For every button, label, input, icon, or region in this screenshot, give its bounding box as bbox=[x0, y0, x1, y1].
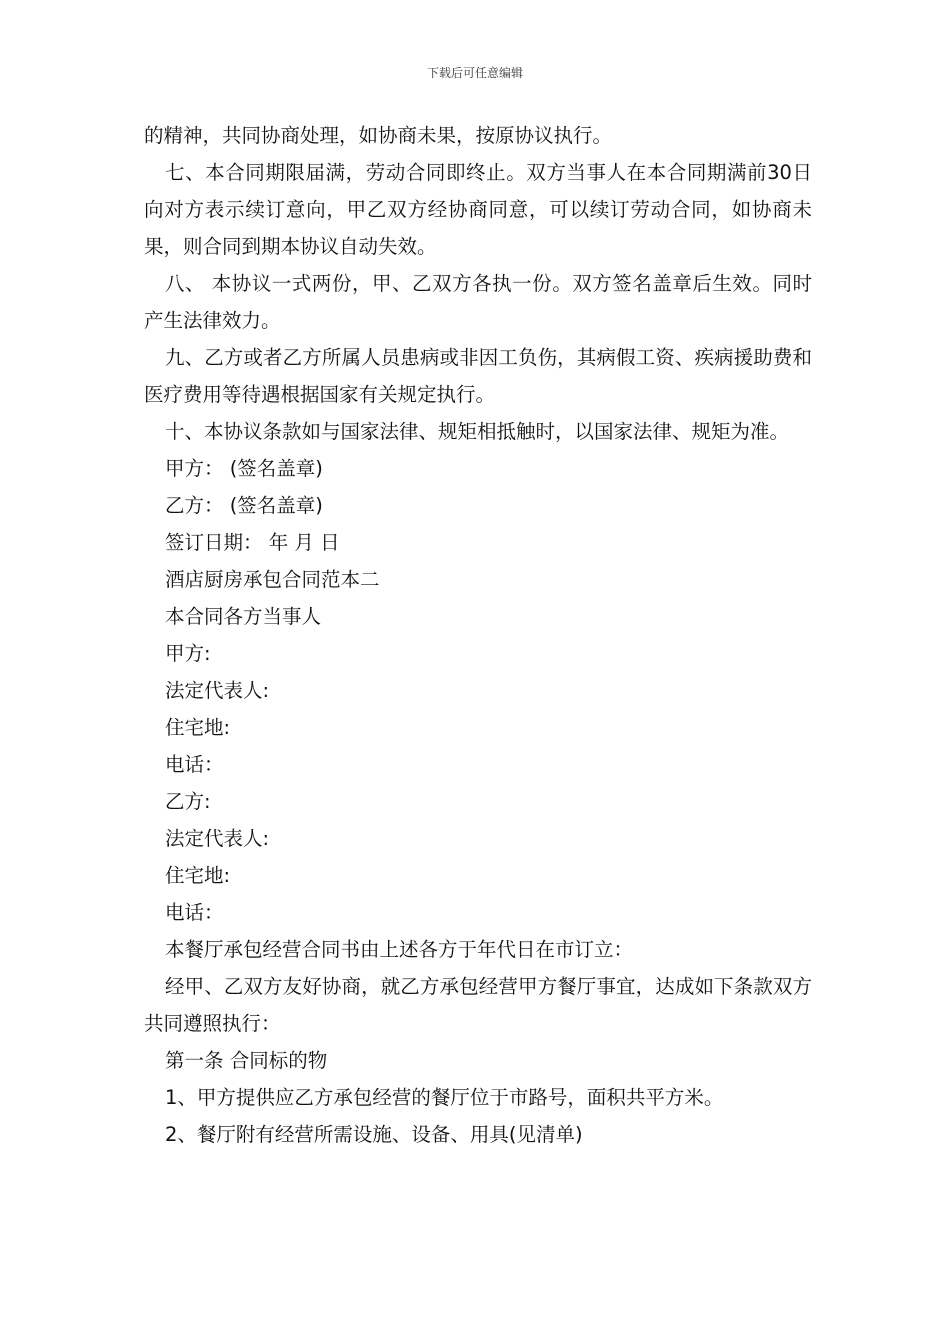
paragraph: 法定代表人: bbox=[165, 827, 270, 850]
paragraph: 法定代表人: bbox=[165, 679, 270, 702]
paragraph: 本餐厅承包经营合同书由上述各方于年代日在市订立： bbox=[165, 938, 634, 961]
document-body bbox=[144, 117, 812, 1153]
paragraph: 九、乙方或者乙方所属人员患病或非因工负伤，其病假工资、疾病援助费和医疗费用等待遇根据国家有关规定执行。 bbox=[144, 346, 812, 406]
paragraph: 甲方: bbox=[165, 642, 211, 665]
paragraph: 乙方: bbox=[165, 790, 211, 813]
paragraph: 经甲、乙双方友好协商，就乙方承包经营甲方餐厅事宜，达成如下条款双方共同遵照执行： bbox=[144, 975, 812, 1035]
paragraph: 甲方： (签名盖章) bbox=[165, 457, 323, 480]
paragraph: 2、餐厅附有经营所需设施、设备、用具(见清单) bbox=[165, 1123, 583, 1146]
paragraph: 第一条 合同标的物 bbox=[165, 1049, 328, 1072]
paragraph: 酒店厨房承包合同范本二 bbox=[165, 568, 380, 591]
paragraph: 电话： bbox=[165, 753, 224, 776]
paragraph: 的精神，共同协商处理，如协商未果，按原协议执行。 bbox=[144, 124, 613, 147]
paragraph: 电话： bbox=[165, 901, 224, 924]
paragraph: 乙方： (签名盖章) bbox=[165, 494, 323, 517]
paragraph: 八、 本协议一式两份，甲、乙双方各执一份。双方签名盖章后生效。同时产生法律效力。 bbox=[144, 272, 812, 332]
paragraph: 七、本合同期限届满，劳动合同即终止。双方当事人在本合同期满前30日向对方表示续订意向，甲乙双方经协商同意，可以续订劳动合同，如协商未果，则合同到期本协议自动失效。 bbox=[144, 161, 812, 258]
paragraph: 本合同各方当事人 bbox=[165, 605, 322, 628]
paragraph: 十、本协议条款如与国家法律、规矩相抵触时，以国家法律、规矩为准。 bbox=[165, 420, 790, 443]
page-header: 下载后可任意编辑 bbox=[426, 66, 523, 80]
paragraph: 1、甲方提供应乙方承包经营的餐厅位于市路号，面积共平方米。 bbox=[165, 1086, 724, 1109]
paragraph: 住宅地: bbox=[165, 716, 231, 739]
paragraph: 签订日期： 年 月 日 bbox=[165, 531, 340, 554]
paragraph: 住宅地: bbox=[165, 864, 231, 887]
